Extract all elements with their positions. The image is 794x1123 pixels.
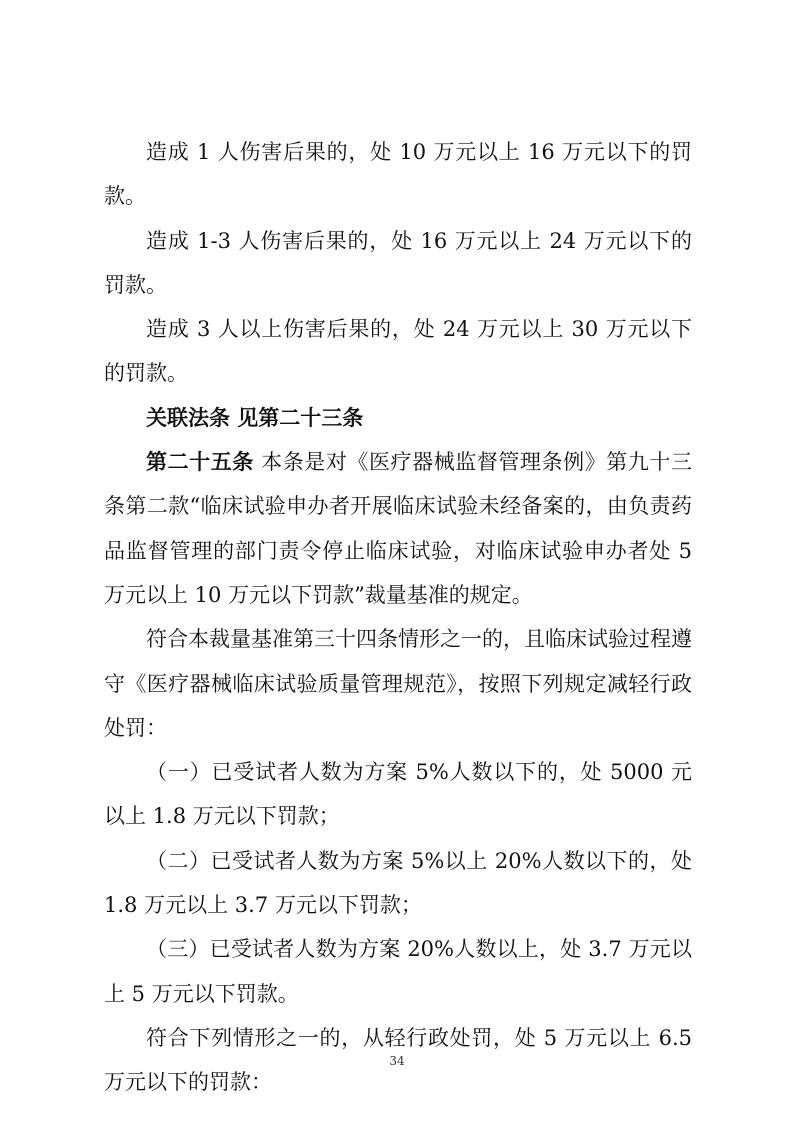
- document-body: [104, 130, 692, 1105]
- paragraph-lighter-penalty: 符合下列情形之一的，从轻行政处罚，处 5 万元以上 6.5 万元以下的罚款：: [104, 1025, 692, 1095]
- article-25-heading: 第二十五条: [146, 449, 254, 475]
- list-item-1: （一）已受试者人数为方案 5%人数以下的，处 5000 元以上 1.8 万元以下罚款；: [104, 760, 692, 829]
- list-item-3: （三）已受试者人数为方案 20%人数以上，处 3.7 万元以上 5 万元以下罚款。: [104, 937, 692, 1006]
- article-25-text: 本条是对《医疗器械监督管理条例》第九十三条第二款“临床试验申办者开展临床试验未经备案的，由负责药品监督管理的部门责令停止临床试验，对临床试验申办者处 5 万元以上 10 万元以下罚款”裁量基准的规定。: [104, 450, 692, 607]
- related-articles-heading: 关联法条 见第二十三条: [146, 404, 364, 430]
- paragraph-penalty-1-3-persons: 造成 1-3 人伤害后果的，处 16 万元以上 24 万元以下的罚款。: [104, 228, 692, 297]
- paragraph-mitigation-conditions: 符合本裁量基准第三十四条情形之一的，且临床试验过程遵守《医疗器械临床试验质量管理规范》，按照下列规定减轻行政处罚：: [104, 627, 692, 740]
- paragraph-penalty-1-person: 造成 1 人伤害后果的，处 10 万元以上 16 万元以下的罚款。: [104, 140, 692, 209]
- page-number: 34: [389, 1054, 405, 1068]
- list-item-2: （二）已受试者人数为方案 5%以上 20%人数以下的，处 1.8 万元以上 3.7 万元以下罚款；: [104, 848, 692, 918]
- article-25-paragraph: [104, 440, 692, 617]
- paragraph-penalty-3-plus-persons: 造成 3 人以上伤害后果的，处 24 万元以上 30 万元以下的罚款。: [104, 317, 692, 386]
